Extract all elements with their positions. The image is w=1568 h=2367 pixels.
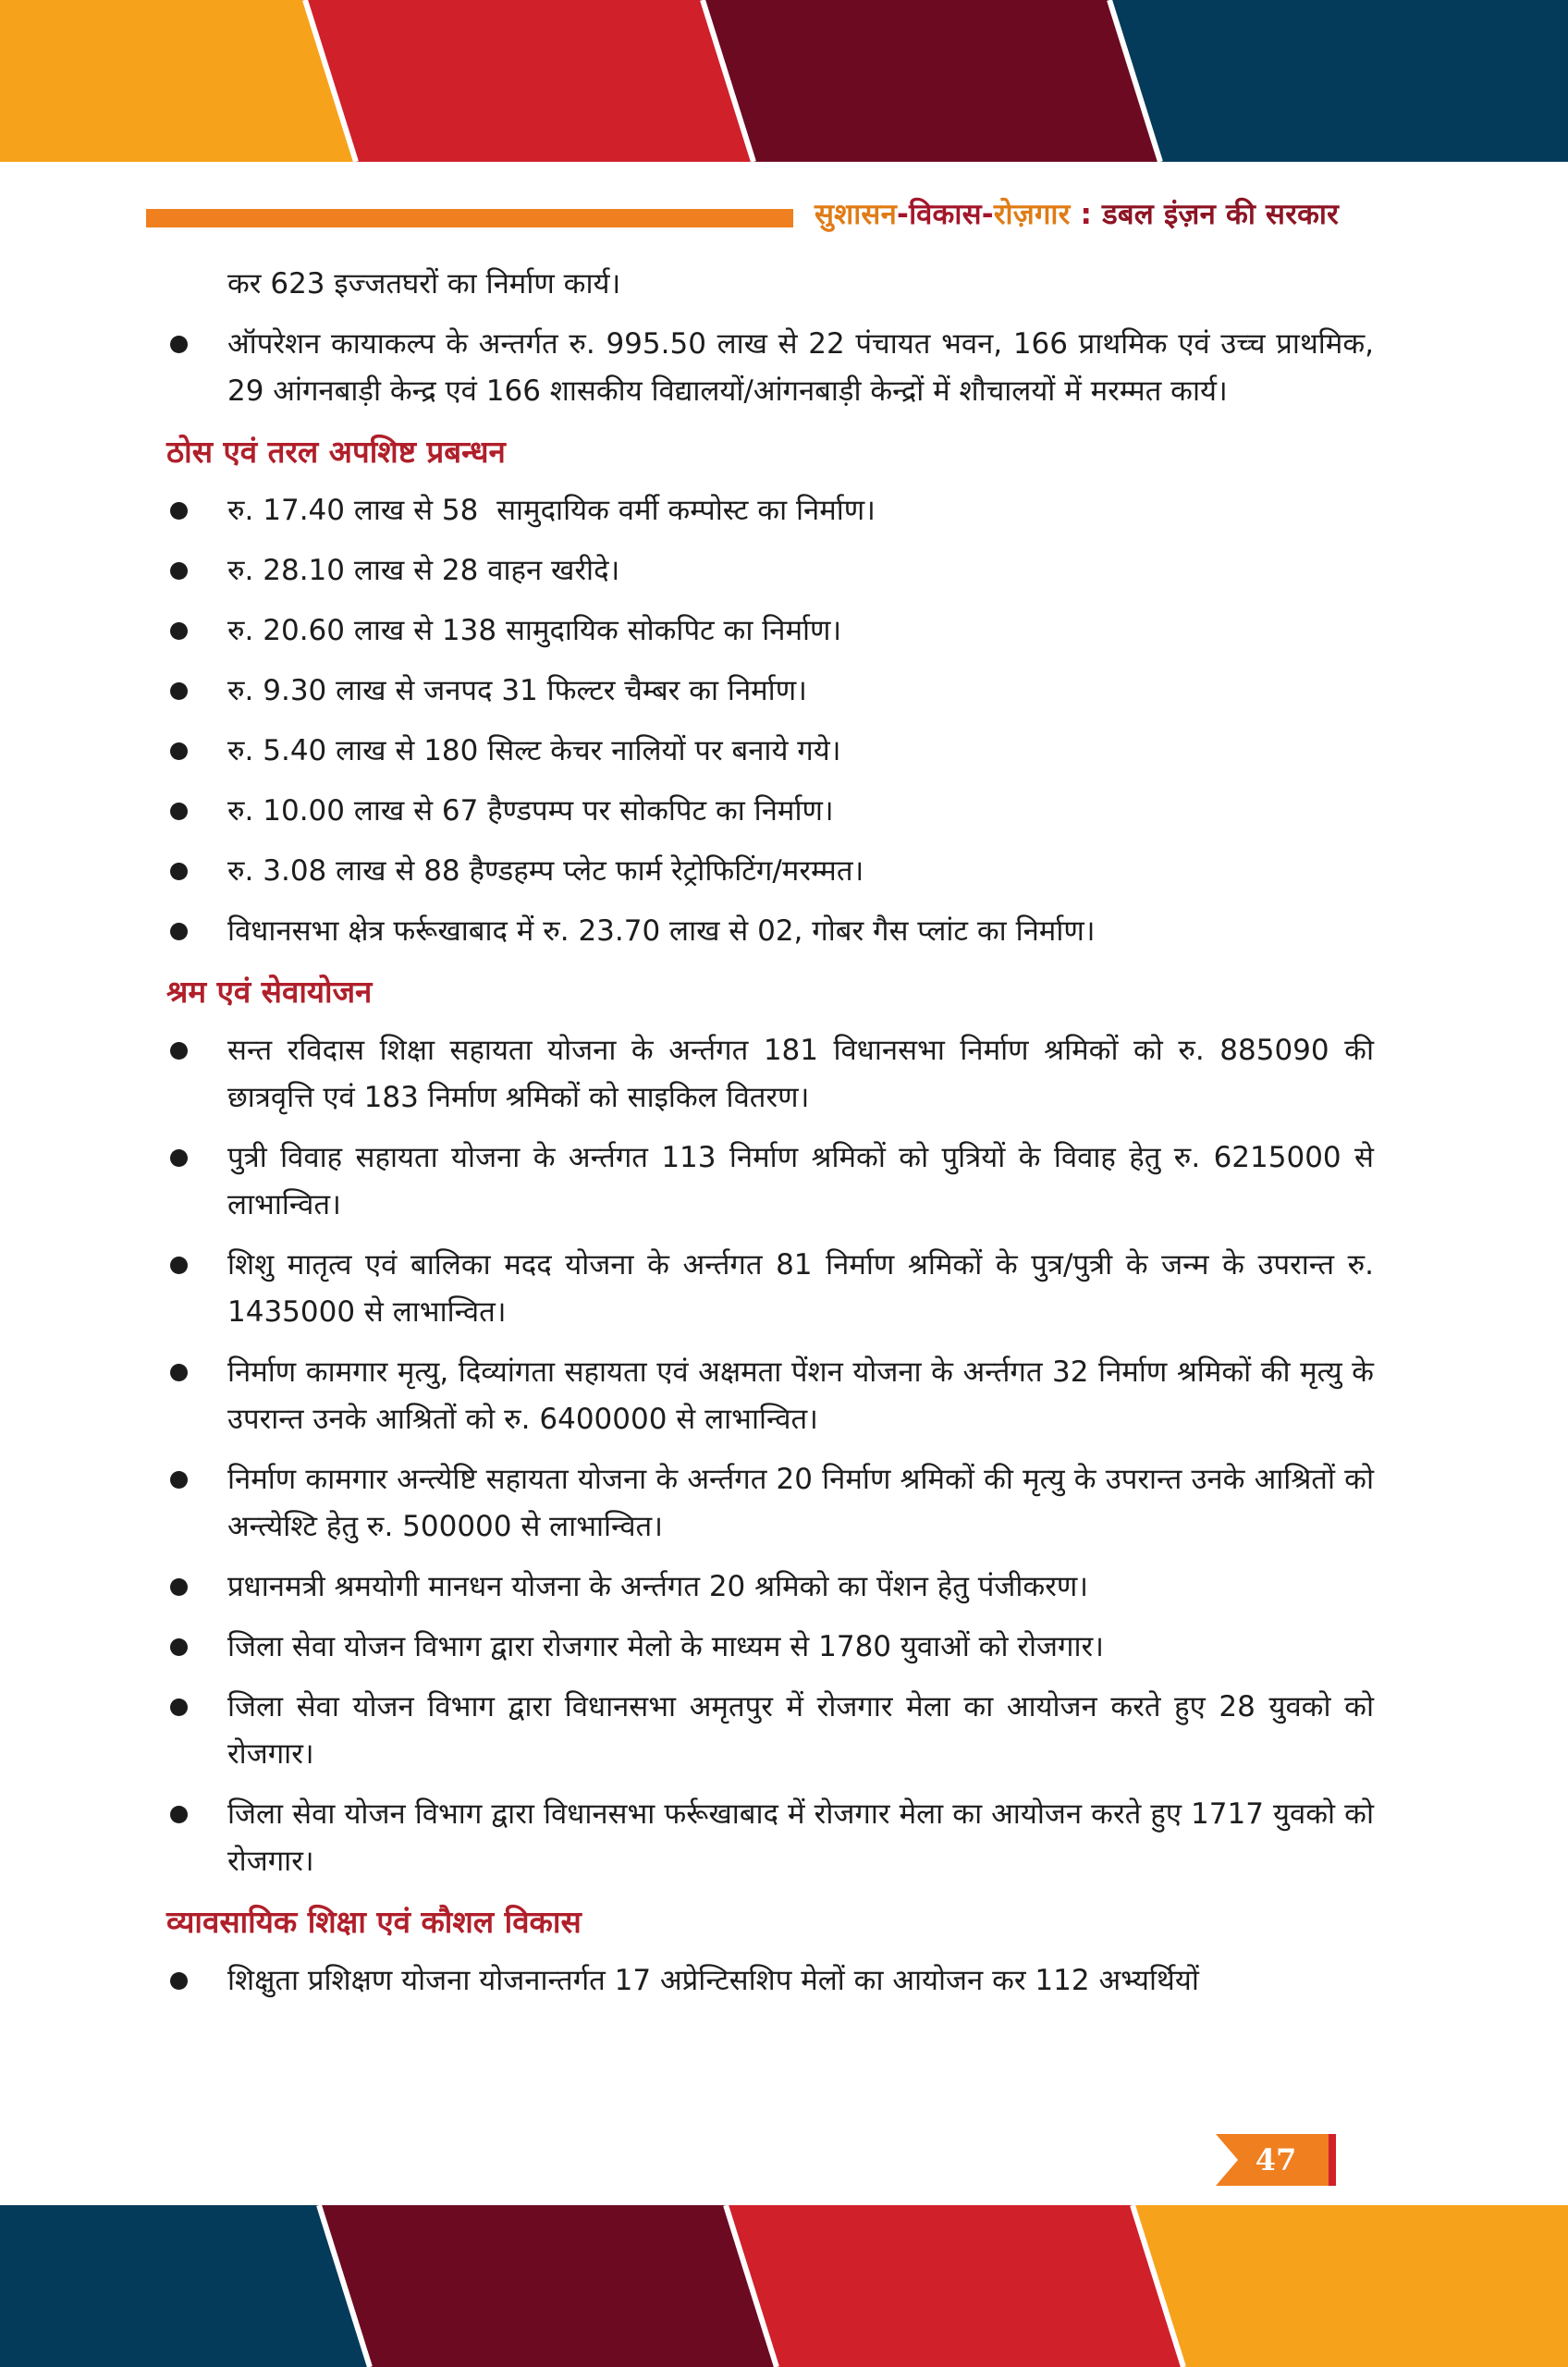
list-item-text: निर्माण कामगार मृत्यु, दिव्यांगता सहायता एवं अक्षमता पेंशन योजना के अर्न्तगत 32 निर्माण श्रमिकों की मृत्यु के उपरान्त उनके आश्रितों को रु. 6400000 से लाभान्वित। <box>227 1355 1374 1436</box>
list-item-text: शिशु मातृत्व एवं बालिका मदद योजना के अर्न्तगत 81 निर्माण श्रमिकों के पुत्र/पुत्री के जन्म के उपरान्त रु. 1435000 से लाभान्वित। <box>227 1248 1374 1329</box>
bullet-icon <box>170 863 188 880</box>
list-item <box>166 908 1374 955</box>
list-item <box>166 788 1374 835</box>
top-band-orange-stripe <box>0 0 356 162</box>
list-item-text: रु. 28.10 लाख से 28 वाहन खरीदे। <box>227 554 620 587</box>
list-item-text: सन्त रविदास शिक्षा सहायता योजना के अर्न्तगत 181 विधानसभा निर्माण श्रमिकों को रु. 885090 की छात्रवृत्ति एवं 183 निर्माण श्रमिकों को साइकिल वितरण। <box>227 1034 1374 1114</box>
list-item-text: रु. 9.30 लाख से जनपद 31 फिल्टर चैम्बर का निर्माण। <box>227 674 807 707</box>
page-number-tab <box>1216 2134 1336 2186</box>
header-title-separator: : <box>1070 198 1103 231</box>
list-item <box>166 728 1374 775</box>
header-title <box>815 194 1339 233</box>
bullet-icon <box>170 336 188 353</box>
list-item <box>166 1349 1374 1443</box>
list-item <box>166 1134 1374 1229</box>
list-item <box>166 547 1374 595</box>
bullet-icon <box>170 1806 188 1823</box>
list-item <box>166 848 1374 895</box>
bullet-icon <box>170 1364 188 1381</box>
bullet-icon <box>170 562 188 580</box>
bullet-icon <box>170 622 188 640</box>
list-item-text: रु. 5.40 लाख से 180 सिल्ट केचर नालियों पर बनाये गये। <box>227 734 841 767</box>
bullet-icon <box>170 803 188 820</box>
bullet-icon <box>170 1257 188 1274</box>
list-item <box>166 668 1374 715</box>
list-item <box>166 1684 1374 1778</box>
header-title-part: विकास <box>909 198 982 231</box>
section-heading: ठोस एवं तरल अपशिष्ट प्रबन्धन <box>166 434 506 470</box>
paragraph-continuation: कर 623 इज्जतघरों का निर्माण कार्य। <box>227 267 621 300</box>
list-item <box>166 607 1374 655</box>
header-title-part: डबल इंज़न की सरकार <box>1102 198 1339 231</box>
list-item <box>166 1027 1374 1122</box>
top-band-red-stripe <box>305 0 753 162</box>
bottom-band-red-stripe <box>726 2205 1183 2367</box>
section-heading: श्रम एवं सेवायोजन <box>166 974 373 1010</box>
top-decorative-band <box>0 0 1568 162</box>
section-heading: व्यावसायिक शिक्षा एवं कौशल विकास <box>166 1904 582 1940</box>
bullet-icon <box>170 682 188 700</box>
list-item-text: शिक्षुता प्रशिक्षण योजना योजनान्तर्गत 17 अप्रेन्टिसशिप मेलों का आयोजन कर 112 अभ्यर्थियों <box>227 1964 1199 1997</box>
list-item-text: रु. 3.08 लाख से 88 हैण्डहम्प प्लेट फार्म रेट्रोफिटिंग/मरम्मत। <box>227 854 864 888</box>
header-title-separator: - <box>897 198 910 231</box>
list-item <box>166 321 1374 415</box>
list-item-text: प्रधानमत्री श्रमयोगी मानधन योजना के अर्न्तगत 20 श्रमिको का पेंशन हेतु पंजीकरण। <box>227 1570 1089 1603</box>
list-item <box>166 1791 1374 1885</box>
bullet-icon <box>170 923 188 940</box>
bottom-band-orange-stripe <box>1133 2205 1568 2367</box>
list-item-text: निर्माण कामगार अन्त्येष्टि सहायता योजना के अर्न्तगत 20 निर्माण श्रमिकों की मृत्यु के उपरान्त उनके आश्रितों को अन्त्येश्टि हेतु रु. 500000 से लाभान्वित। <box>227 1463 1374 1543</box>
page-number: 47 <box>1255 2142 1297 2177</box>
header-title-part: रोज़गार <box>993 198 1071 231</box>
list-item <box>166 1564 1374 1611</box>
list-item-text: पुत्री विवाह सहायता योजना के अर्न्तगत 113 निर्माण श्रमिकों को पुत्रियों के विवाह हेतु रु. 6215000 से लाभान्वित। <box>227 1141 1374 1221</box>
list-item-text: रु. 10.00 लाख से 67 हैण्डपम्प पर सोकपिट का निर्माण। <box>227 794 834 828</box>
bullet-icon <box>170 1699 188 1716</box>
bullet-icon <box>170 742 188 760</box>
bullet-icon <box>170 1471 188 1489</box>
list-item-text: रु. 20.60 लाख से 138 सामुदायिक सोकपिट का निर्माण। <box>227 614 842 647</box>
bullet-icon <box>170 1149 188 1167</box>
list-item <box>166 1456 1374 1551</box>
list-item <box>166 1624 1374 1671</box>
header-rule <box>146 209 793 227</box>
bullet-icon <box>170 1972 188 1990</box>
list-item <box>166 487 1374 534</box>
bottom-decorative-band <box>0 2205 1568 2367</box>
list-item-text: रु. 17.40 लाख से 58 सामुदायिक वर्मी कम्पोस्ट का निर्माण। <box>227 494 876 527</box>
top-band-maroon-stripe <box>703 0 1160 162</box>
bottom-band-navy-stripe <box>0 2205 370 2367</box>
top-band-navy-stripe <box>1109 0 1568 162</box>
bottom-band-maroon-stripe <box>319 2205 777 2367</box>
list-item-text: जिला सेवा योजन विभाग द्वारा रोजगार मेलो के माध्यम से 1780 युवाओं को रोजगार। <box>227 1630 1104 1663</box>
bullet-icon <box>170 1578 188 1596</box>
list-item-text: जिला सेवा योजन विभाग द्वारा विधानसभा फर्रूखाबाद में रोजगार मेला का आयोजन करते हुए 1717 युवको को रोजगार। <box>227 1797 1374 1878</box>
header-title-part: सुशासन <box>814 198 897 231</box>
bullet-icon <box>170 502 188 520</box>
bullet-icon <box>170 1042 188 1060</box>
list-item <box>166 1957 1374 2005</box>
list-item <box>166 1242 1374 1336</box>
list-item-text: ऑपरेशन कायाकल्प के अन्तर्गत रु. 995.50 लाख से 22 पंचायत भवन, 166 प्राथमिक एवं उच्च प्राथमिक, 29 आंगनबाड़ी केन्द्र एवं 166 शासकीय विद्यालयों/आंगनबाड़ी केन्द्रों में शौचालयों में मरम्मत कार्य। <box>227 327 1374 408</box>
list-item-text: जिला सेवा योजन विभाग द्वारा विधानसभा अमृतपुर में रोजगार मेला का आयोजन करते हुए 28 युवको को रोजगार। <box>227 1690 1374 1771</box>
header-title-separator: - <box>981 198 994 231</box>
bullet-icon <box>170 1638 188 1656</box>
list-item-text: विधानसभा क्षेत्र फर्रूखाबाद में रु. 23.70 लाख से 02, गोबर गैस प्लांट का निर्माण। <box>227 914 1096 948</box>
page-content <box>166 261 1374 2017</box>
running-header <box>146 194 1339 235</box>
